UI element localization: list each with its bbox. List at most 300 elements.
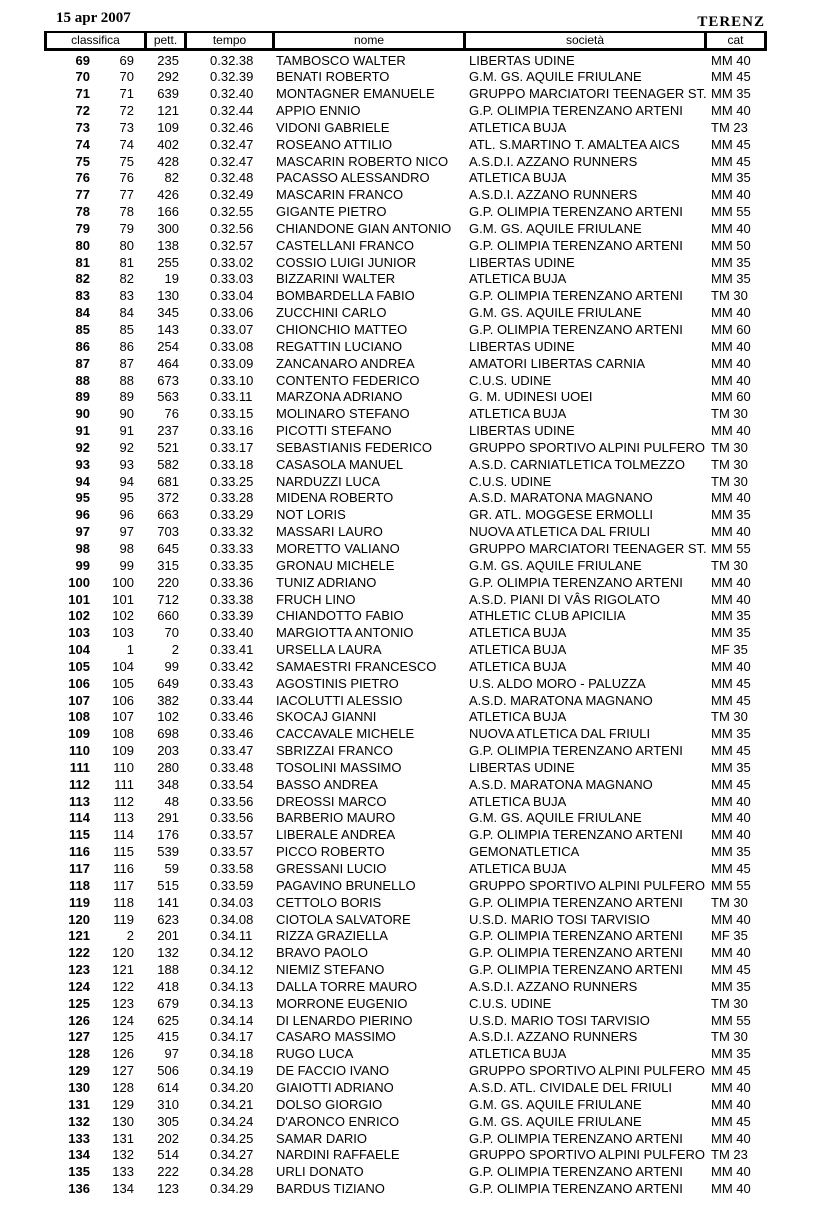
category: MM 35: [711, 759, 751, 775]
category: MM 60: [711, 389, 751, 405]
category: MM 35: [711, 254, 751, 270]
finish-time: 0.34.11: [210, 928, 253, 944]
bib-number: 645: [157, 540, 179, 556]
bib-number: 109: [157, 119, 179, 135]
finish-time: 0.34.12: [210, 945, 254, 961]
table-row: [0, 120, 815, 137]
bib-number: 372: [157, 490, 179, 506]
category-rank: 131: [112, 1130, 134, 1146]
category-rank: 134: [112, 1181, 134, 1197]
category: MF 35: [711, 642, 748, 658]
table-row: [0, 457, 815, 474]
overall-rank: 104: [68, 642, 90, 658]
category: MM 35: [711, 978, 751, 994]
club-name: ATLETICA BUJA: [469, 625, 567, 641]
category: MM 40: [711, 1130, 751, 1146]
club-name: G.P. OLIMPIA TERENZANO ARTENI: [469, 288, 683, 304]
overall-rank: 71: [75, 86, 90, 102]
category-rank: 119: [113, 911, 134, 927]
overall-rank: 131: [68, 1096, 90, 1112]
club-name: GRUPPO MARCIATORI TEENAGER ST.: [469, 540, 707, 556]
bib-number: 102: [157, 709, 179, 725]
athlete-name: TAMBOSCO WALTER: [276, 52, 406, 68]
bib-number: 220: [157, 574, 179, 590]
category: MM 40: [711, 220, 751, 236]
table-row: [0, 726, 815, 743]
finish-time: 0.33.47: [210, 743, 254, 759]
bib-number: 203: [157, 743, 179, 759]
category: TM 30: [711, 406, 748, 422]
overall-rank: 121: [68, 928, 90, 944]
category: TM 30: [711, 995, 748, 1011]
athlete-name: MORETTO VALIANO: [276, 540, 400, 556]
table-row: [0, 1164, 815, 1181]
category-rank: 108: [112, 726, 134, 742]
bib-number: 255: [157, 254, 179, 270]
finish-time: 0.33.35: [210, 557, 254, 573]
club-name: LIBERTAS UDINE: [469, 759, 575, 775]
category-rank: 81: [119, 254, 134, 270]
bib-number: 2: [171, 642, 179, 658]
table-row: [0, 1131, 815, 1148]
table-row: [0, 996, 815, 1013]
club-name: GRUPPO SPORTIVO ALPINI PULFERO: [469, 439, 705, 455]
table-row: [0, 490, 815, 507]
athlete-name: BIZZARINI WALTER: [276, 271, 396, 287]
table-row: [0, 1097, 815, 1114]
bib-number: 521: [157, 439, 179, 455]
overall-rank: 125: [68, 995, 90, 1011]
category: MM 45: [711, 861, 751, 876]
category-rank: 2: [126, 928, 134, 944]
bib-number: 123: [157, 1181, 179, 1197]
table-row: [0, 389, 815, 406]
bib-number: 681: [157, 473, 179, 489]
table-row: [0, 204, 815, 221]
category-rank: 101: [112, 591, 134, 607]
finish-time: 0.33.43: [210, 675, 254, 691]
finish-time: 0.32.40: [210, 86, 254, 102]
category-rank: 86: [119, 338, 134, 354]
bib-number: 625: [157, 1012, 179, 1028]
finish-time: 0.33.57: [210, 827, 254, 843]
category-rank: 83: [119, 288, 134, 304]
category-rank: 124: [112, 1012, 134, 1028]
overall-rank: 83: [75, 288, 90, 304]
athlete-name: GRESSANI LUCIO: [276, 861, 387, 876]
club-name: LIBERTAS UDINE: [469, 423, 575, 439]
club-name: ATLETICA BUJA: [469, 793, 567, 809]
athlete-name: SAMAESTRI FRANCESCO: [276, 658, 437, 674]
finish-time: 0.33.40: [210, 625, 254, 641]
category: MM 40: [711, 810, 751, 826]
category-rank: 125: [112, 1029, 134, 1045]
category: MM 45: [711, 962, 751, 978]
athlete-name: CHIANDOTTO FABIO: [276, 608, 404, 624]
finish-time: 0.33.46: [210, 709, 254, 725]
bib-number: 539: [157, 844, 179, 860]
athlete-name: CASARO MASSIMO: [276, 1029, 396, 1045]
column-header-cat: cat: [707, 33, 764, 48]
category: TM 30: [711, 1029, 748, 1045]
finish-time: 0.33.41: [210, 642, 254, 658]
bib-number: 141: [157, 894, 179, 910]
finish-time: 0.33.44: [210, 692, 254, 708]
overall-rank: 95: [75, 490, 90, 506]
overall-rank: 118: [69, 877, 90, 893]
overall-rank: 108: [68, 709, 90, 725]
category-rank: 130: [112, 1113, 134, 1129]
category-rank: 113: [113, 810, 134, 826]
club-name: ATLETICA BUJA: [469, 271, 567, 287]
category: MM 45: [711, 776, 751, 792]
bib-number: 176: [157, 827, 179, 843]
club-name: G.M. GS. AQUILE FRIULANE: [469, 557, 642, 573]
overall-rank: 97: [75, 524, 90, 540]
overall-rank: 101: [68, 591, 90, 607]
category-rank: 93: [119, 456, 134, 472]
table-row: [0, 642, 815, 659]
club-name: A.S.D. MARATONA MAGNANO: [469, 692, 653, 708]
overall-rank: 93: [75, 456, 90, 472]
club-name: AMATORI LIBERTAS CARNIA: [469, 355, 646, 371]
athlete-name: TUNIZ ADRIANO: [276, 574, 377, 590]
club-name: ATLETICA BUJA: [469, 642, 567, 658]
finish-time: 0.33.25: [210, 473, 254, 489]
category-rank: 128: [112, 1079, 134, 1095]
category: MM 55: [711, 204, 751, 220]
table-row: [0, 137, 815, 154]
overall-rank: 94: [75, 473, 90, 489]
finish-time: 0.34.28: [210, 1164, 254, 1180]
finish-time: 0.33.03: [210, 271, 254, 287]
table-row: [0, 861, 815, 878]
category-rank: 120: [112, 945, 134, 961]
bib-number: 418: [157, 978, 179, 994]
finish-time: 0.34.14: [210, 1012, 254, 1028]
finish-time: 0.34.17: [210, 1029, 254, 1045]
overall-rank: 87: [75, 355, 90, 371]
athlete-name: BARBERIO MAURO: [276, 810, 396, 826]
overall-rank: 133: [68, 1130, 90, 1146]
finish-time: 0.33.57: [210, 844, 254, 860]
club-name: G.M. GS. AQUILE FRIULANE: [469, 1096, 642, 1112]
club-name: G.P. OLIMPIA TERENZANO ARTENI: [469, 1181, 683, 1197]
finish-time: 0.33.29: [210, 507, 254, 523]
overall-rank: 81: [75, 254, 90, 270]
table-row: [0, 608, 815, 625]
bib-number: 426: [157, 187, 179, 203]
athlete-name: DOLSO GIORGIO: [276, 1096, 383, 1112]
finish-time: 0.34.13: [210, 978, 254, 994]
finish-time: 0.33.07: [210, 322, 254, 337]
club-name: G.M. GS. AQUILE FRIULANE: [469, 305, 642, 321]
bib-number: 315: [157, 557, 179, 573]
category: TM 23: [711, 1147, 748, 1163]
athlete-name: REGATTIN LUCIANO: [276, 338, 403, 354]
finish-time: 0.34.12: [210, 962, 254, 978]
finish-time: 0.32.56: [210, 220, 254, 236]
overall-rank: 89: [75, 389, 90, 405]
bib-number: 166: [157, 204, 179, 220]
club-name: ATLETICA BUJA: [469, 406, 567, 422]
athlete-name: ZUCCHINI CARLO: [276, 305, 387, 321]
finish-time: 0.32.57: [210, 237, 254, 253]
bib-number: 663: [157, 507, 179, 523]
athlete-name: CASTELLANI FRANCO: [276, 237, 414, 253]
club-name: G.P. OLIMPIA TERENZANO ARTENI: [469, 928, 683, 944]
table-row: [0, 423, 815, 440]
overall-rank: 80: [75, 237, 90, 253]
athlete-name: GIAIOTTI ADRIANO: [276, 1079, 394, 1095]
overall-rank: 136: [68, 1181, 90, 1197]
finish-time: 0.33.09: [210, 355, 254, 371]
athlete-name: BRAVO PAOLO: [276, 945, 368, 961]
overall-rank: 105: [68, 658, 90, 674]
athlete-name: CONTENTO FEDERICO: [276, 372, 420, 388]
club-name: A.S.D.I. AZZANO RUNNERS: [469, 978, 638, 994]
finish-time: 0.34.03: [210, 894, 254, 910]
category-rank: 69: [119, 52, 134, 68]
club-name: GEMONATLETICA: [469, 844, 580, 860]
table-row: [0, 154, 815, 171]
category: MM 40: [711, 658, 751, 674]
category-rank: 74: [119, 136, 134, 152]
table-row: [0, 187, 815, 204]
overall-rank: 115: [69, 827, 90, 843]
finish-time: 0.33.10: [210, 372, 254, 388]
athlete-name: CHIONCHIO MATTEO: [276, 322, 408, 337]
overall-rank: 82: [75, 271, 90, 287]
overall-rank: 98: [75, 540, 90, 556]
overall-rank: 112: [69, 776, 90, 792]
overall-rank: 116: [69, 844, 90, 860]
overall-rank: 128: [68, 1046, 90, 1062]
category-rank: 105: [112, 675, 134, 691]
athlete-name: APPIO ENNIO: [276, 103, 361, 119]
category: MM 35: [711, 271, 751, 287]
club-name: G.P. OLIMPIA TERENZANO ARTENI: [469, 1164, 683, 1180]
category: TM 30: [711, 288, 748, 304]
bib-number: 130: [157, 288, 179, 304]
club-name: GRUPPO SPORTIVO ALPINI PULFERO: [469, 1063, 705, 1079]
category-rank: 118: [113, 894, 134, 910]
athlete-name: MARGIOTTA ANTONIO: [276, 625, 414, 641]
category-rank: 76: [119, 170, 134, 186]
bib-number: 345: [157, 305, 179, 321]
athlete-name: IACOLUTTI ALESSIO: [276, 692, 403, 708]
table-row: [0, 474, 815, 491]
category: MM 40: [711, 1164, 751, 1180]
overall-rank: 69: [75, 52, 90, 68]
bib-number: 201: [157, 928, 179, 944]
page-date: 15 apr 2007: [56, 10, 131, 26]
category-rank: 117: [113, 877, 134, 893]
bib-number: 679: [157, 995, 179, 1011]
finish-time: 0.33.02: [210, 254, 254, 270]
category-rank: 107: [112, 709, 134, 725]
overall-rank: 70: [75, 69, 90, 85]
table-row: [0, 928, 815, 945]
category-rank: 109: [112, 743, 134, 759]
category-rank: 91: [119, 423, 134, 439]
finish-time: 0.33.32: [210, 524, 254, 540]
athlete-name: CIOTOLA SALVATORE: [276, 911, 411, 927]
club-name: G.P. OLIMPIA TERENZANO ARTENI: [469, 322, 683, 337]
club-name: U.S.D. MARIO TOSI TARVISIO: [469, 911, 650, 927]
table-row: [0, 979, 815, 996]
athlete-name: RUGO LUCA: [276, 1046, 354, 1062]
athlete-name: MONTAGNER EMANUELE: [276, 86, 435, 102]
column-header-classifica: classifica: [47, 33, 144, 48]
category: MM 40: [711, 945, 751, 961]
bib-number: 237: [157, 423, 179, 439]
table-row: [0, 895, 815, 912]
category: MM 40: [711, 1079, 751, 1095]
athlete-name: URSELLA LAURA: [276, 642, 382, 658]
category: TM 30: [711, 456, 748, 472]
bib-number: 698: [157, 726, 179, 742]
category: MM 35: [711, 86, 751, 102]
bib-number: 582: [157, 456, 179, 472]
overall-rank: 123: [68, 962, 90, 978]
finish-time: 0.33.18: [210, 456, 254, 472]
overall-rank: 106: [68, 675, 90, 691]
category-rank: 122: [112, 978, 134, 994]
column-header-bar: [44, 31, 767, 51]
club-name: ATLETICA BUJA: [469, 170, 567, 186]
athlete-name: ROSEANO ATTILIO: [276, 136, 393, 152]
bib-number: 428: [157, 153, 179, 169]
overall-rank: 86: [75, 338, 90, 354]
overall-rank: 84: [75, 305, 90, 321]
athlete-name: NOT LORIS: [276, 507, 346, 523]
table-row: [0, 406, 815, 423]
finish-time: 0.34.08: [210, 911, 254, 927]
category: MM 45: [711, 1113, 751, 1129]
bib-number: 649: [157, 675, 179, 691]
club-name: GRUPPO SPORTIVO ALPINI PULFERO: [469, 1147, 705, 1163]
bib-number: 222: [157, 1164, 179, 1180]
overall-rank: 134: [68, 1147, 90, 1163]
club-name: G.P. OLIMPIA TERENZANO ARTENI: [469, 204, 683, 220]
overall-rank: 130: [68, 1079, 90, 1095]
category-rank: 85: [119, 322, 134, 337]
table-row: [0, 709, 815, 726]
overall-rank: 73: [75, 119, 90, 135]
club-name: ATLETICA BUJA: [469, 1046, 567, 1062]
bib-number: 300: [157, 220, 179, 236]
club-name: G.P. OLIMPIA TERENZANO ARTENI: [469, 945, 683, 961]
finish-time: 0.33.42: [210, 658, 254, 674]
club-name: U.S. ALDO MORO - PALUZZA: [469, 675, 646, 691]
column-header-nome: nome: [275, 33, 463, 48]
club-name: G.M. GS. AQUILE FRIULANE: [469, 810, 642, 826]
athlete-name: CETTOLO BORIS: [276, 894, 382, 910]
athlete-name: SAMAR DARIO: [276, 1130, 368, 1146]
club-name: G.P. OLIMPIA TERENZANO ARTENI: [469, 743, 683, 759]
club-name: A.S.D.I. AZZANO RUNNERS: [469, 1029, 638, 1045]
athlete-name: BARDUS TIZIANO: [276, 1181, 385, 1197]
bib-number: 506: [157, 1063, 179, 1079]
club-name: G.M. GS. AQUILE FRIULANE: [469, 220, 642, 236]
bib-number: 235: [157, 52, 179, 68]
table-row: [0, 170, 815, 187]
category-rank: 92: [119, 439, 134, 455]
category-rank: 110: [113, 759, 134, 775]
category: MM 35: [711, 170, 751, 186]
athlete-name: NARDINI RAFFAELE: [276, 1147, 400, 1163]
category: MM 35: [711, 608, 751, 624]
category-rank: 90: [119, 406, 134, 422]
athlete-name: PAGAVINO BRUNELLO: [276, 877, 416, 893]
table-row: [0, 221, 815, 238]
finish-time: 0.33.36: [210, 574, 254, 590]
club-name: ATLETICA BUJA: [469, 709, 567, 725]
club-name: A.S.D. CARNIATLETICA TOLMEZZO: [469, 456, 685, 472]
club-name: LIBERTAS UDINE: [469, 338, 575, 354]
club-name: A.S.D.I. AZZANO RUNNERS: [469, 187, 638, 203]
bib-number: 402: [157, 136, 179, 152]
overall-rank: 92: [75, 439, 90, 455]
table-row: [0, 1080, 815, 1097]
bib-number: 514: [157, 1147, 179, 1163]
category: MM 35: [711, 625, 751, 641]
category: MM 45: [711, 692, 751, 708]
finish-time: 0.34.24: [210, 1113, 254, 1129]
finish-time: 0.32.46: [210, 119, 254, 135]
table-row: [0, 69, 815, 86]
finish-time: 0.33.54: [210, 776, 254, 792]
category: MM 40: [711, 1181, 751, 1197]
finish-time: 0.33.04: [210, 288, 254, 304]
column-header-tempo: tempo: [187, 33, 272, 48]
category: MM 45: [711, 69, 751, 85]
bib-number: 97: [164, 1046, 179, 1062]
category: MM 40: [711, 423, 751, 439]
finish-time: 0.34.29: [210, 1181, 254, 1197]
category: MM 40: [711, 574, 751, 590]
club-name: A.S.D. PIANI DI VÂS RIGOLATO: [469, 591, 660, 607]
table-row: [0, 1181, 815, 1198]
club-name: ATL. S.MARTINO T. AMALTEA AICS: [469, 136, 680, 152]
category-rank: 132: [112, 1147, 134, 1163]
finish-time: 0.34.25: [210, 1130, 254, 1146]
finish-time: 0.32.49: [210, 187, 254, 203]
overall-rank: 79: [75, 220, 90, 236]
overall-rank: 102: [68, 608, 90, 624]
athlete-name: MASCARIN ROBERTO NICO: [276, 153, 449, 169]
category: MM 40: [711, 911, 751, 927]
finish-time: 0.33.11: [210, 389, 253, 405]
category: MM 40: [711, 355, 751, 371]
category-rank: 114: [113, 827, 134, 843]
club-name: C.U.S. UDINE: [469, 473, 552, 489]
finish-time: 0.33.15: [210, 406, 254, 422]
overall-rank: 103: [68, 625, 90, 641]
category: MM 45: [711, 743, 751, 759]
category: MM 40: [711, 827, 751, 843]
finish-time: 0.33.28: [210, 490, 254, 506]
bib-number: 143: [157, 322, 179, 337]
category: TM 30: [711, 557, 748, 573]
table-row: [0, 373, 815, 390]
bib-number: 660: [157, 608, 179, 624]
table-row: [0, 693, 815, 710]
athlete-name: ZANCANARO ANDREA: [276, 355, 415, 371]
finish-time: 0.32.44: [210, 103, 254, 119]
bib-number: 305: [157, 1113, 179, 1129]
